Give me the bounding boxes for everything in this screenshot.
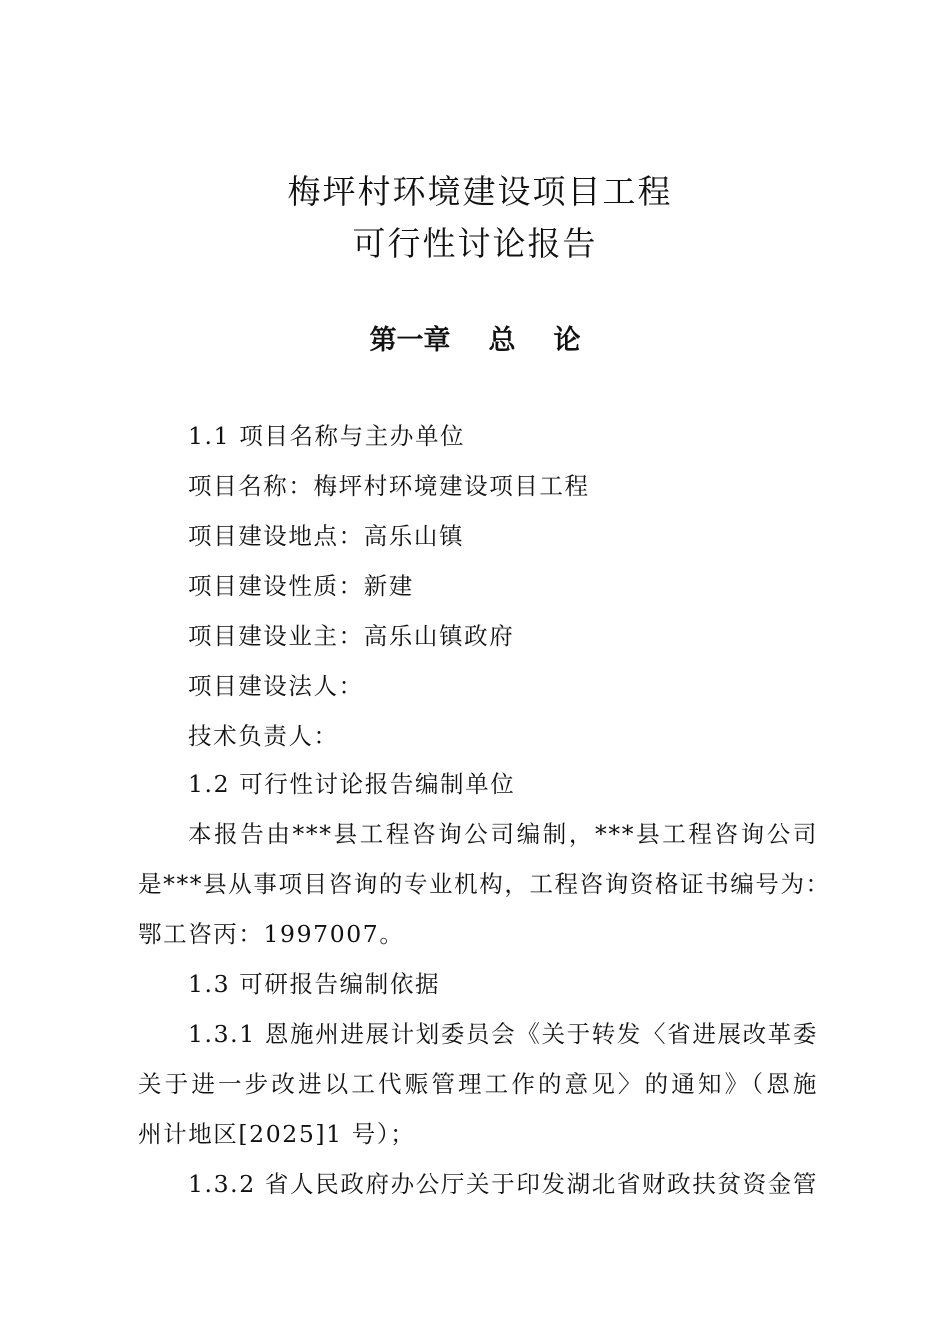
document-title-line-1: 梅坪村环境建设项目工程	[287, 172, 673, 211]
section-heading-1-1: 1.1 项目名称与主办单位	[188, 422, 466, 450]
chapter-title-char-2: 论	[553, 325, 581, 356]
chapter-heading	[0, 318, 950, 357]
project-nature-line: 项目建设性质：新建	[188, 572, 414, 600]
paragraph-1-line-1: 本报告由***县工程咨询公司编制，***县工程咨询公司	[188, 820, 818, 848]
paragraph-1-line-3: 鄂工咨丙：1997007。	[138, 920, 405, 948]
chapter-number: 第一章	[369, 325, 451, 356]
tech-lead-line: 技术负责人：	[188, 722, 339, 750]
section-heading-1-3: 1.3 可研报告编制依据	[188, 970, 441, 998]
document-title-line-2: 可行性讨论报告	[352, 224, 598, 263]
project-owner-line: 项目建设业主：高乐山镇政府	[188, 622, 515, 650]
project-location-line: 项目建设地点：高乐山镇	[188, 522, 465, 550]
paragraph-2-line-3: 州计地区[2025]1 号）；	[138, 1120, 416, 1148]
project-legal-line: 项目建设法人：	[188, 672, 364, 700]
paragraph-2-line-2: 关于进一步改进以工代赈管理工作的意见〉的通知》（恩施	[138, 1070, 818, 1098]
project-name-line: 项目名称：梅坪村环境建设项目工程	[188, 472, 590, 500]
section-heading-1-2: 1.2 可行性讨论报告编制单位	[188, 770, 516, 798]
chapter-title-char-1: 总	[488, 325, 516, 356]
paragraph-2-line-1: 1.3.1 恩施州进展计划委员会《关于转发〈省进展改革委	[188, 1020, 818, 1048]
paragraph-1-line-2: 是***县从事项目咨询的专业机构，工程咨询资格证书编号为：	[138, 870, 831, 898]
paragraph-3-line-1: 1.3.2 省人民政府办公厅关于印发湖北省财政扶贫资金管	[188, 1170, 818, 1198]
